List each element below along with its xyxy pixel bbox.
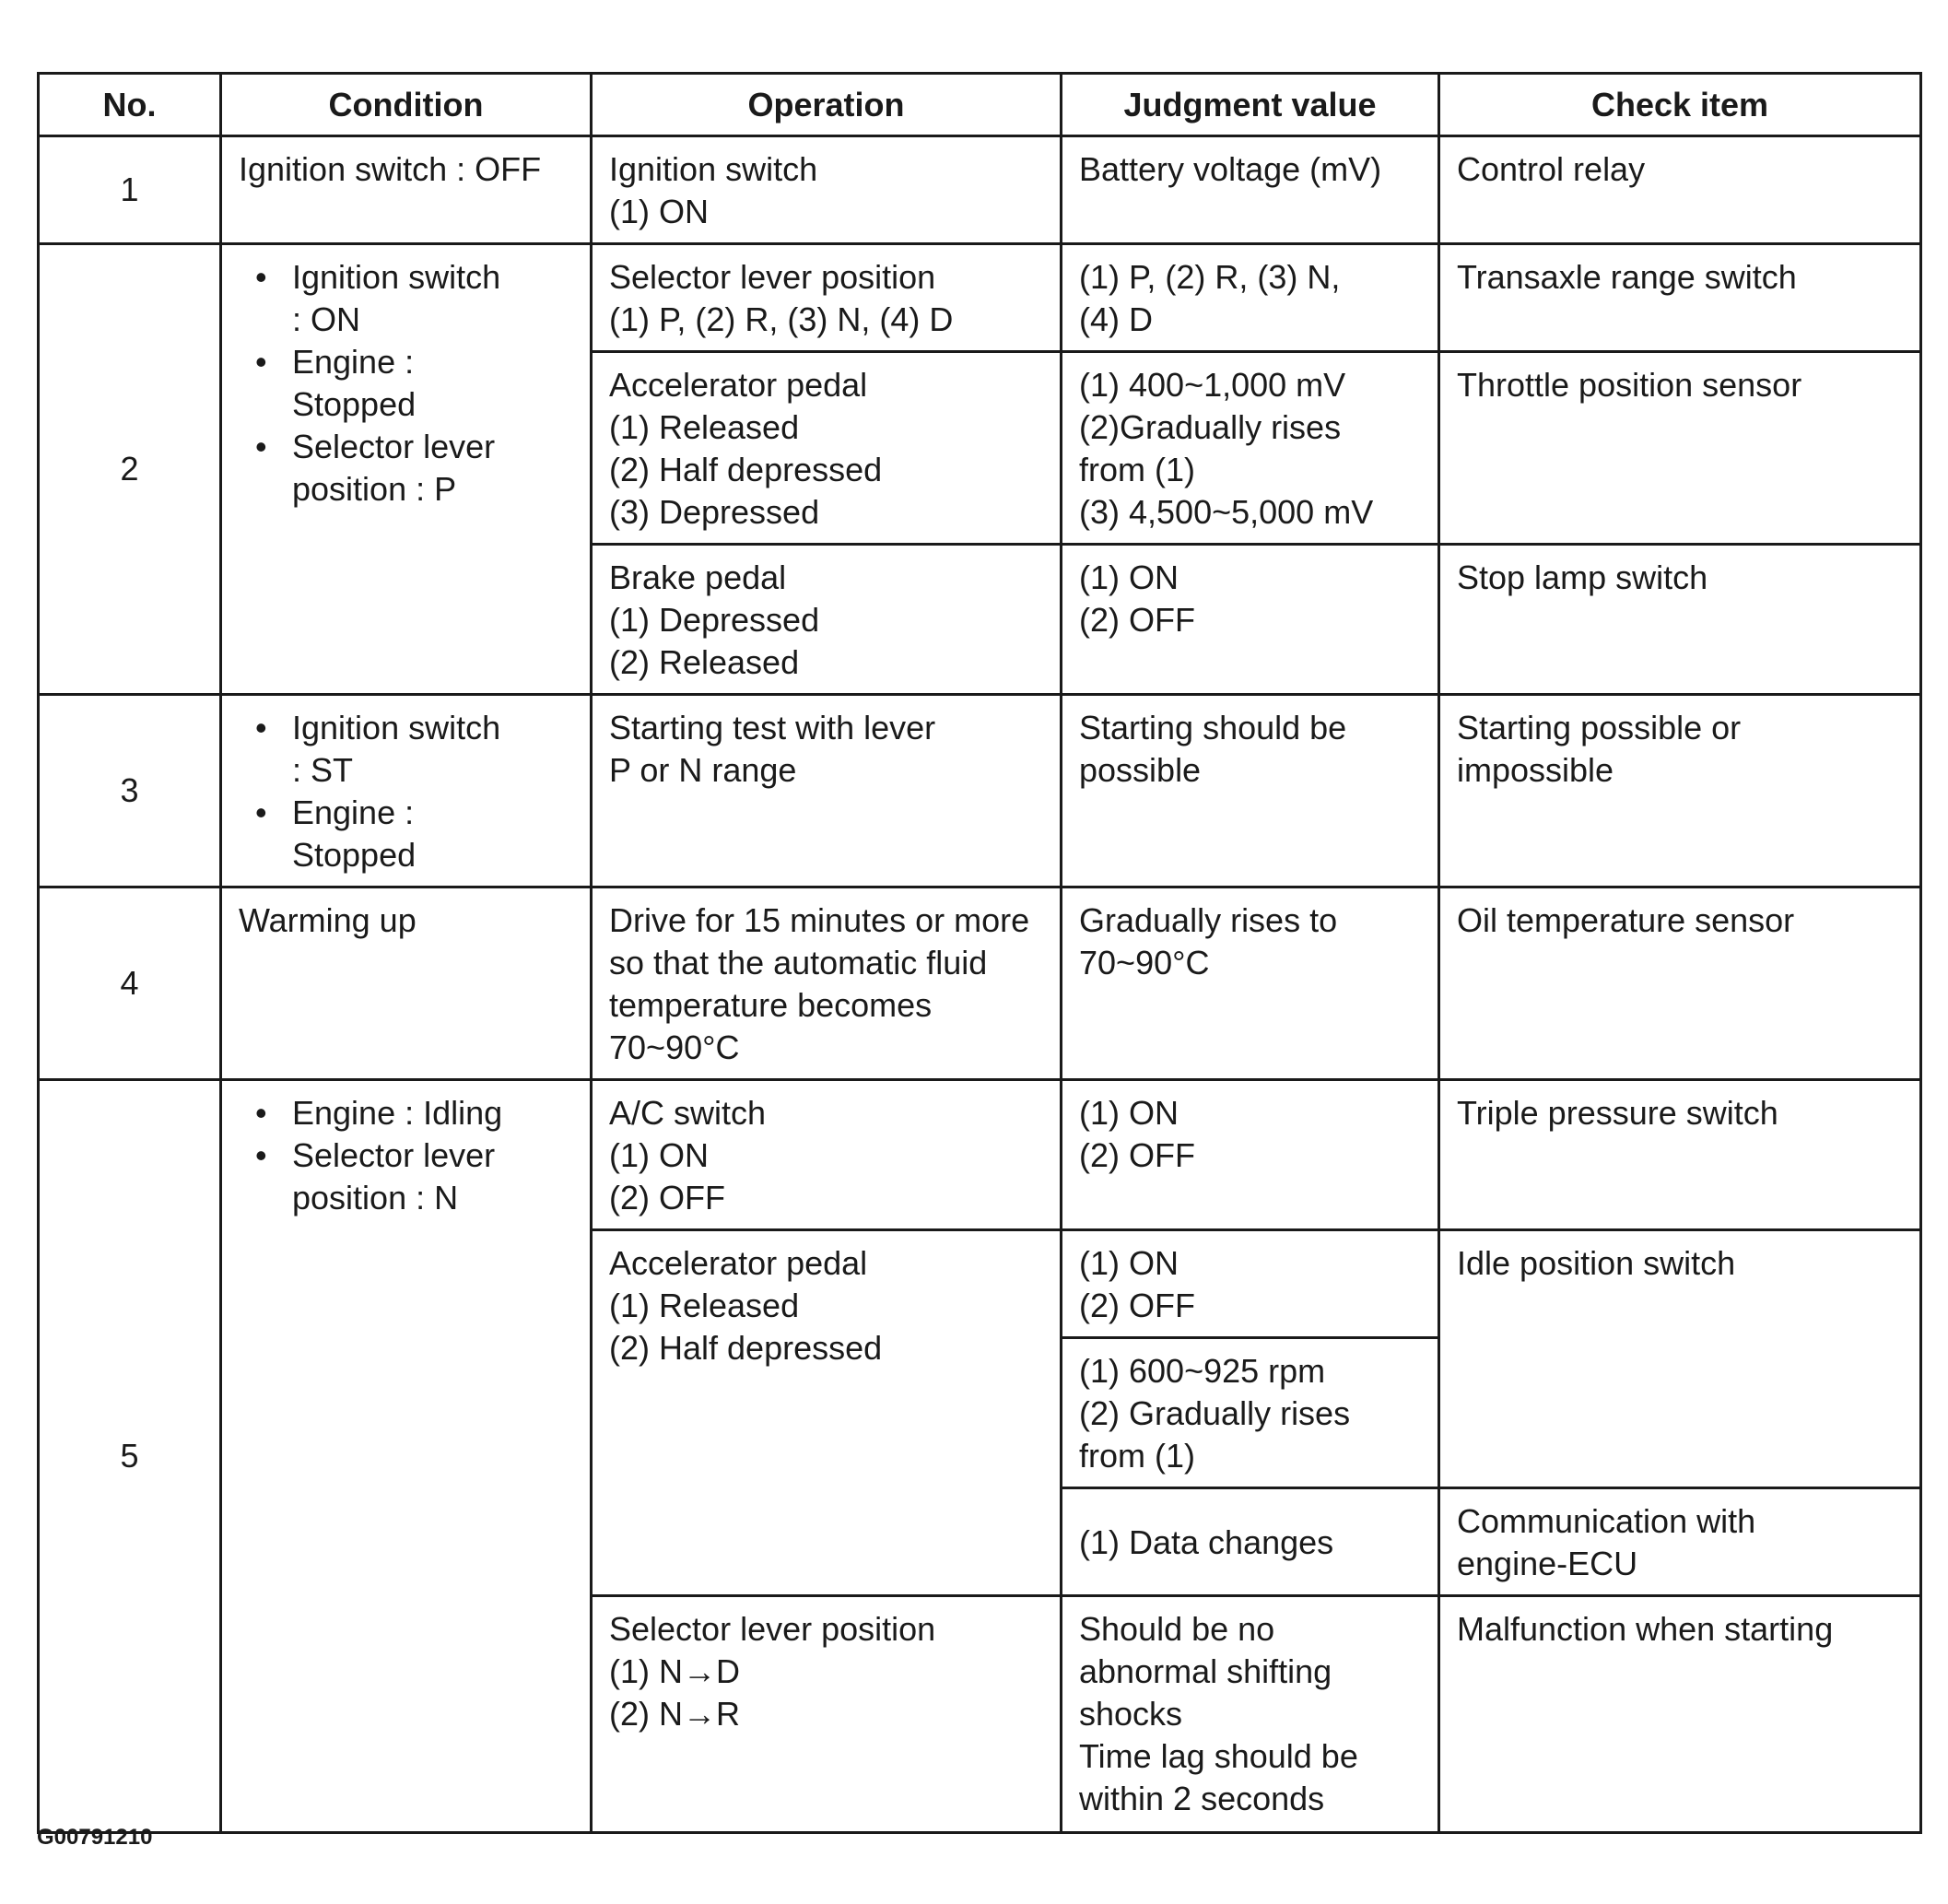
condition-text: position : N: [292, 1179, 459, 1216]
operation-line: (2) N→R: [609, 1695, 740, 1733]
operation-cell: [592, 136, 1062, 244]
operation-cell: [592, 352, 1062, 545]
check-item-cell: Throttle position sensor: [1439, 352, 1921, 545]
operation-line: (2) OFF: [609, 1179, 725, 1216]
judgment-line: abnormal shifting: [1079, 1652, 1332, 1690]
row-number: 3: [39, 695, 221, 887]
judgment-line: (1) P, (2) R, (3) N,: [1079, 258, 1341, 296]
condition-list: [239, 707, 573, 876]
condition-list: [239, 1092, 573, 1219]
table-header-row: [39, 74, 1921, 136]
judgment-line: possible: [1079, 751, 1202, 789]
condition-text: : ON: [292, 300, 361, 338]
condition-text: • Engine :: [292, 793, 415, 831]
operation-line: (1) ON: [609, 193, 709, 230]
operation-line: Starting test with lever: [609, 709, 936, 746]
header-check-item: Check item: [1439, 74, 1921, 136]
operation-cell: [592, 887, 1062, 1080]
operation-line: temperature becomes: [609, 986, 933, 1024]
judgment-cell: (1) Data changes: [1062, 1488, 1439, 1596]
judgment-line: (2) OFF: [1079, 1136, 1195, 1174]
condition-list: [239, 256, 573, 511]
row-number: 1: [39, 136, 221, 244]
judgment-line: Gradually rises to: [1079, 901, 1338, 939]
diagnosis-table-sheet: [37, 72, 1919, 1817]
operation-line: (1) P, (2) R, (3) N, (4) D: [609, 300, 954, 338]
check-item-cell: Oil temperature sensor: [1439, 887, 1921, 1080]
header-judgment-value: Judgment value: [1062, 74, 1439, 136]
condition-item: [292, 341, 573, 426]
condition-item: [292, 256, 573, 341]
judgment-line: from (1): [1079, 1437, 1195, 1475]
condition-text: • Engine :: [292, 343, 415, 381]
figure-code: G00791210: [37, 1825, 153, 1850]
operation-line: (2) Released: [609, 643, 800, 681]
check-item-cell: Triple pressure switch: [1439, 1080, 1921, 1230]
judgment-cell: [1062, 136, 1439, 244]
condition-item: [292, 707, 573, 792]
check-item-line: Communication with: [1457, 1502, 1756, 1540]
judgment-line: (1) ON: [1079, 558, 1179, 596]
judgment-line: (1) 400~1,000 mV: [1079, 366, 1346, 404]
operation-line: Selector lever position: [609, 1610, 936, 1648]
judgment-line: Battery voltage (mV): [1079, 150, 1382, 188]
operation-cell: [592, 1596, 1062, 1833]
operation-line: so that the automatic fluid: [609, 944, 988, 981]
check-item-cell: [1439, 1488, 1921, 1596]
operation-line: (1) Depressed: [609, 601, 820, 639]
condition-item: [292, 426, 573, 511]
row-number: 4: [39, 887, 221, 1080]
check-item-line: engine-ECU: [1457, 1545, 1638, 1582]
condition-cell: [221, 244, 592, 695]
judgment-cell: [1062, 1596, 1439, 1833]
operation-line: Brake pedal: [609, 558, 787, 596]
judgment-line: from (1): [1079, 451, 1195, 488]
judgment-line: (2) OFF: [1079, 1287, 1195, 1324]
operation-line: (2) Half depressed: [609, 451, 883, 488]
condition-text: • Ignition switch: [292, 258, 501, 296]
table-row: [39, 1080, 1921, 1230]
judgment-line: (4) D: [1079, 300, 1153, 338]
operation-line: Accelerator pedal: [609, 1244, 868, 1282]
diagnosis-table: [37, 72, 1922, 1834]
judgment-cell: [1062, 1338, 1439, 1488]
operation-cell: [592, 545, 1062, 695]
check-item-cell: [1439, 695, 1921, 887]
judgment-cell: [1062, 695, 1439, 887]
condition-text: Stopped: [292, 385, 417, 423]
operation-line: (1) Released: [609, 408, 800, 446]
judgment-line: shocks: [1079, 1695, 1183, 1733]
operation-line: Selector lever position: [609, 258, 936, 296]
judgment-line: (2) OFF: [1079, 601, 1195, 639]
condition-cell: Ignition switch : OFF: [221, 136, 592, 244]
judgment-cell: [1062, 1230, 1439, 1338]
table-row: [39, 887, 1921, 1080]
operation-line: Accelerator pedal: [609, 366, 868, 404]
judgment-line: (2) Gradually rises: [1079, 1394, 1351, 1432]
header-operation: Operation: [592, 74, 1062, 136]
operation-line: (3) Depressed: [609, 493, 820, 531]
condition-text: • Engine : Idling: [292, 1094, 503, 1132]
operation-line: Ignition switch: [609, 150, 818, 188]
judgment-line: Should be no: [1079, 1610, 1275, 1648]
condition-item: [292, 792, 573, 876]
operation-cell: [592, 244, 1062, 352]
judgment-cell: [1062, 244, 1439, 352]
judgment-cell: [1062, 1080, 1439, 1230]
operation-cell: [592, 1230, 1062, 1596]
condition-cell: Warming up: [221, 887, 592, 1080]
operation-line: P or N range: [609, 751, 797, 789]
header-condition: Condition: [221, 74, 592, 136]
row-number: 5: [39, 1080, 221, 1833]
operation-line: Drive for 15 minutes or more: [609, 901, 1030, 939]
judgment-cell: [1062, 887, 1439, 1080]
judgment-line: within 2 seconds: [1079, 1780, 1325, 1817]
table-row: [39, 244, 1921, 352]
condition-cell: [221, 695, 592, 887]
operation-cell: [592, 695, 1062, 887]
check-item-line: Starting possible or: [1457, 709, 1742, 746]
condition-item: [292, 1092, 573, 1134]
condition-item: [292, 1134, 573, 1219]
operation-line: A/C switch: [609, 1094, 767, 1132]
condition-text: • Selector lever: [292, 1136, 496, 1174]
check-item-line: impossible: [1457, 751, 1614, 789]
condition-text: • Selector lever: [292, 428, 496, 465]
judgment-line: (1) ON: [1079, 1094, 1179, 1132]
condition-cell: [221, 1080, 592, 1833]
operation-line: (1) N→D: [609, 1652, 740, 1690]
condition-text: Stopped: [292, 836, 417, 874]
judgment-line: (3) 4,500~5,000 mV: [1079, 493, 1374, 531]
check-item-cell: Transaxle range switch: [1439, 244, 1921, 352]
check-item-cell: Idle position switch: [1439, 1230, 1921, 1488]
table-row: [39, 136, 1921, 244]
judgment-line: 70~90°C: [1079, 944, 1210, 981]
judgment-line: Time lag should be: [1079, 1737, 1358, 1775]
operation-cell: [592, 1080, 1062, 1230]
judgment-cell: [1062, 352, 1439, 545]
check-item-cell: Malfunction when starting: [1439, 1596, 1921, 1833]
operation-line: (1) ON: [609, 1136, 709, 1174]
row-number: 2: [39, 244, 221, 695]
judgment-cell: [1062, 545, 1439, 695]
judgment-line: (2)Gradually rises: [1079, 408, 1342, 446]
judgment-line: (1) 600~925 rpm: [1079, 1352, 1326, 1390]
check-item-cell: Control relay: [1439, 136, 1921, 244]
table-row: [39, 695, 1921, 887]
judgment-line: Starting should be: [1079, 709, 1347, 746]
operation-line: (2) Half depressed: [609, 1329, 883, 1367]
condition-text: • Ignition switch: [292, 709, 501, 746]
operation-line: 70~90°C: [609, 1028, 740, 1066]
judgment-line: (1) ON: [1079, 1244, 1179, 1282]
operation-line: (1) Released: [609, 1287, 800, 1324]
header-no: No.: [39, 74, 221, 136]
check-item-cell: Stop lamp switch: [1439, 545, 1921, 695]
condition-text: position : P: [292, 470, 457, 508]
condition-text: : ST: [292, 751, 354, 789]
